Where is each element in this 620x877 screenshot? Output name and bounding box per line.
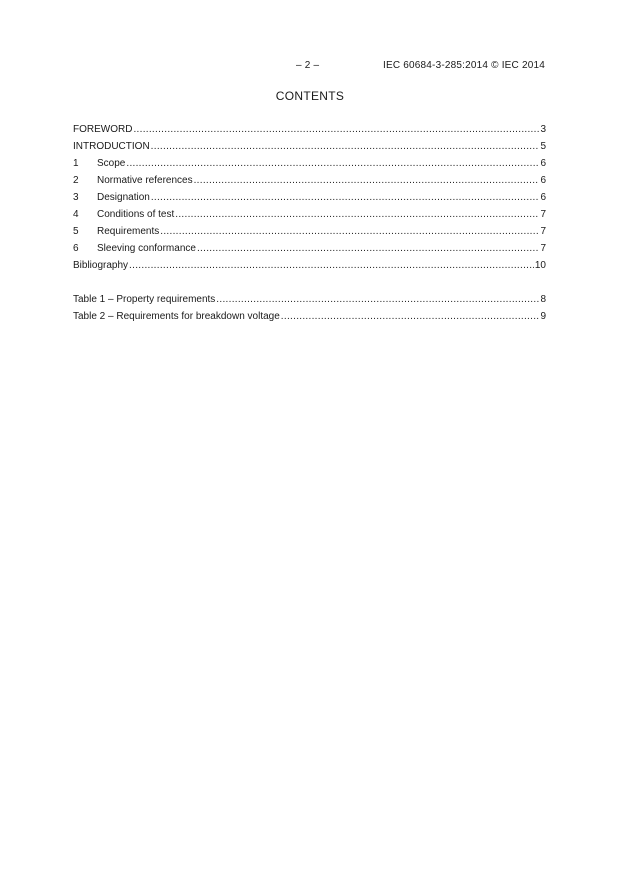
toc-entry-number: 3 [73, 192, 79, 203]
toc-entry-page: 5 [540, 141, 546, 152]
page-title: CONTENTS [275, 89, 345, 103]
standard-identifier: IEC 60684-3-285:2014 © IEC 2014 [382, 60, 545, 71]
toc-entry-introduction[interactable] [73, 138, 546, 155]
section-spacer [73, 274, 546, 291]
toc-entry-page: 6 [540, 192, 546, 203]
toc-entry-table-1[interactable] [73, 291, 546, 308]
dot-leader [133, 121, 539, 138]
toc-entry-page: 7 [540, 209, 546, 220]
toc-entry-label: Normative references [97, 175, 193, 186]
toc-entry-foreword[interactable] [73, 121, 546, 138]
dot-leader [151, 138, 540, 155]
toc-entry-bibliography[interactable] [73, 257, 546, 274]
toc-entry-label: Scope [97, 158, 126, 169]
toc-entry-number: 1 [73, 158, 79, 169]
toc-entry-page: 9 [540, 311, 546, 322]
toc-entry-page: 10 [534, 260, 546, 271]
toc-entry-requirements[interactable] [73, 223, 546, 240]
dot-leader [194, 172, 540, 189]
toc-entry-label: Table 2 – Requirements for breakdown voltage [73, 311, 280, 322]
toc-entry-number: 6 [73, 243, 79, 254]
toc-entry-conditions-of-test[interactable] [73, 206, 546, 223]
toc-entry-number: 5 [73, 226, 79, 237]
dot-leader [281, 308, 540, 325]
toc-entry-page: 6 [540, 158, 546, 169]
table-of-contents [73, 121, 546, 325]
dot-leader [197, 240, 539, 257]
toc-entry-label: INTRODUCTION [73, 141, 150, 152]
toc-entry-label: Table 1 – Property requirements [73, 294, 216, 305]
page-number: – 2 – [296, 60, 320, 71]
toc-entry-page: 7 [540, 226, 546, 237]
toc-entry-page: 8 [540, 294, 546, 305]
toc-entry-label: Bibliography [73, 260, 129, 271]
toc-entry-number: 2 [73, 175, 79, 186]
dot-leader [175, 206, 539, 223]
dot-leader [216, 291, 539, 308]
toc-entry-page: 6 [540, 175, 546, 186]
toc-entry-label: Requirements [97, 226, 160, 237]
toc-entry-designation[interactable] [73, 189, 546, 206]
toc-entry-sleeving-conformance[interactable] [73, 240, 546, 257]
dot-leader [126, 155, 539, 172]
toc-entry-label: FOREWORD [73, 124, 133, 135]
toc-entry-page: 7 [540, 243, 546, 254]
toc-entry-normative-references[interactable] [73, 172, 546, 189]
toc-entry-scope[interactable] [73, 155, 546, 172]
dot-leader [129, 257, 534, 274]
toc-entry-label: Designation [97, 192, 150, 203]
toc-entry-label: Conditions of test [97, 209, 175, 220]
dot-leader [160, 223, 539, 240]
toc-entry-label: Sleeving conformance [97, 243, 196, 254]
toc-entry-number: 4 [73, 209, 79, 220]
dot-leader [151, 189, 540, 206]
toc-entry-page: 3 [540, 124, 546, 135]
toc-entry-table-2[interactable] [73, 308, 546, 325]
